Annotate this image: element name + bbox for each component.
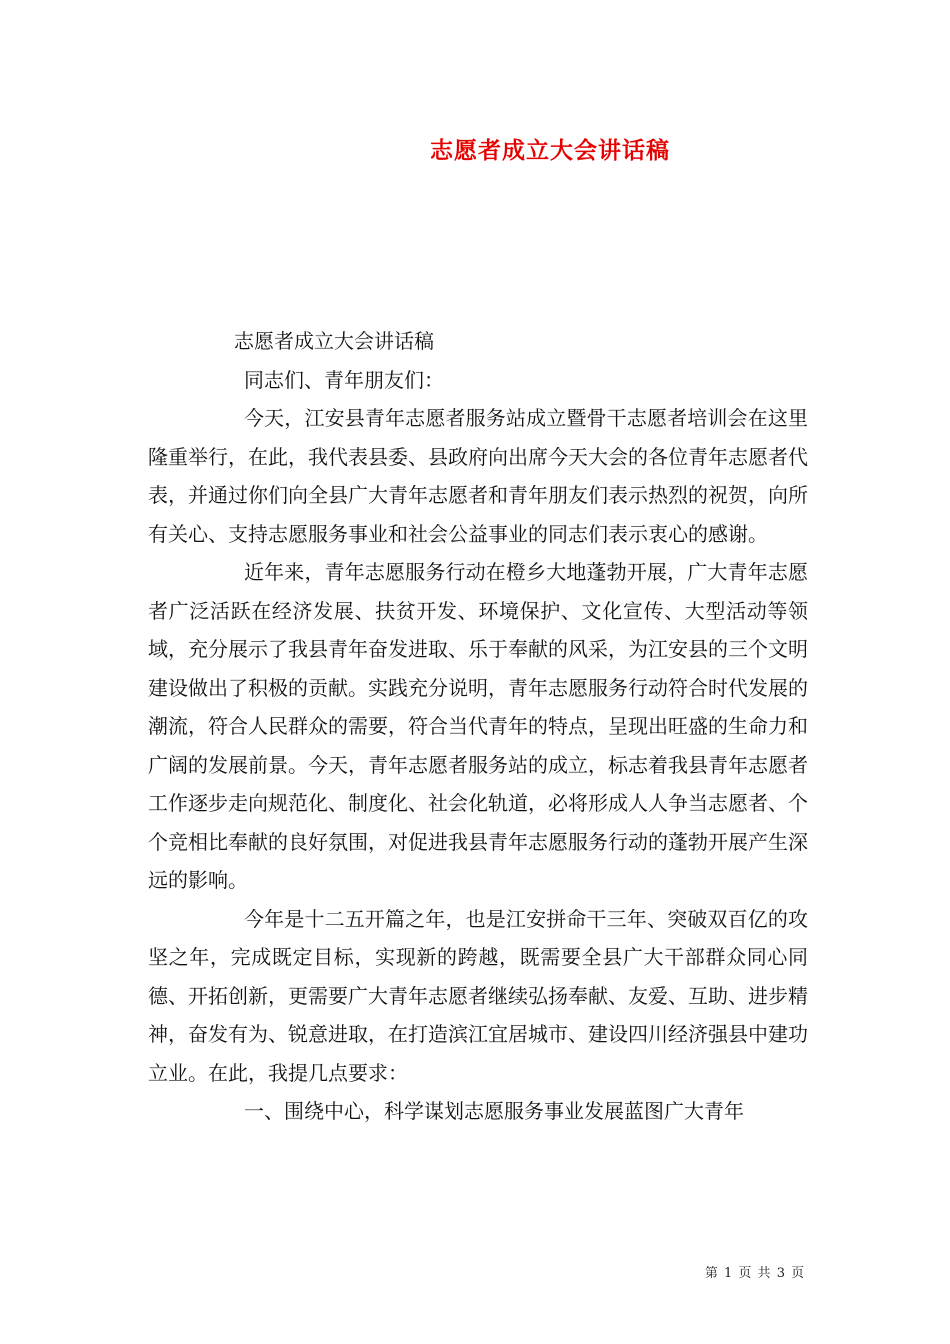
page-number: 第 1 页 共 3 页 [704,1266,806,1281]
paragraph: 近年来，青年志愿服务行动在橙乡大地蓬勃开展，广大青年志愿者广泛活跃在经济发展、扶贫开发、环境保护、文化宣传、大型活动等领域，充分展示了我县青年奋发进取、乐于奉献的风采，为江安县的三个文明建设做出了积极的贡献。实践充分说明，青年志愿服务行动符合时代发展的潮流，符合人民群众的需要，符合当代青年的特点，呈现出旺盛的生命力和广阔的发展前景。今天，青年志愿者服务站的成立，标志着我县青年志愿者工作逐步走向规范化、制度化、社会化轨道，必将形成人人争当志愿者、个个竞相比奉献的良好氛围，对促进我县青年志愿服务行动的蓬勃开展产生深远的影响。 [148,560,808,892]
page-title: 志愿者成立大会讲话稿 [430,137,670,164]
document-body [148,322,808,1131]
paragraph: 一、围绕中心，科学谋划志愿服务事业发展蓝图广大青年 [244,1099,744,1123]
salutation: 同志们、青年朋友们： [244,367,444,392]
paragraph: 今天，江安县青年志愿者服务站成立暨骨干志愿者培训会在这里隆重举行，在此，我代表县委、县政府向出席今天大会的各位青年志愿者代表，并通过你们向全县广大青年志愿者和青年朋友们表示热烈的祝贺，向所有关心、支持志愿服务事业和社会公益事业的同志们表示衷心的感谢。 [148,406,808,546]
document-heading: 志愿者成立大会讲话稿 [234,329,434,353]
paragraph: 今年是十二五开篇之年，也是江安拼命干三年、突破双百亿的攻坚之年，完成既定目标，实现新的跨越，既需要全县广大干部群众同心同德、开拓创新，更需要广大青年志愿者继续弘扬奉献、友爱、互助、进步精神，奋发有为、锐意进取，在打造滨江宜居城市、建设四川经济强县中建功立业。在此，我提几点要求： [148,906,808,1085]
